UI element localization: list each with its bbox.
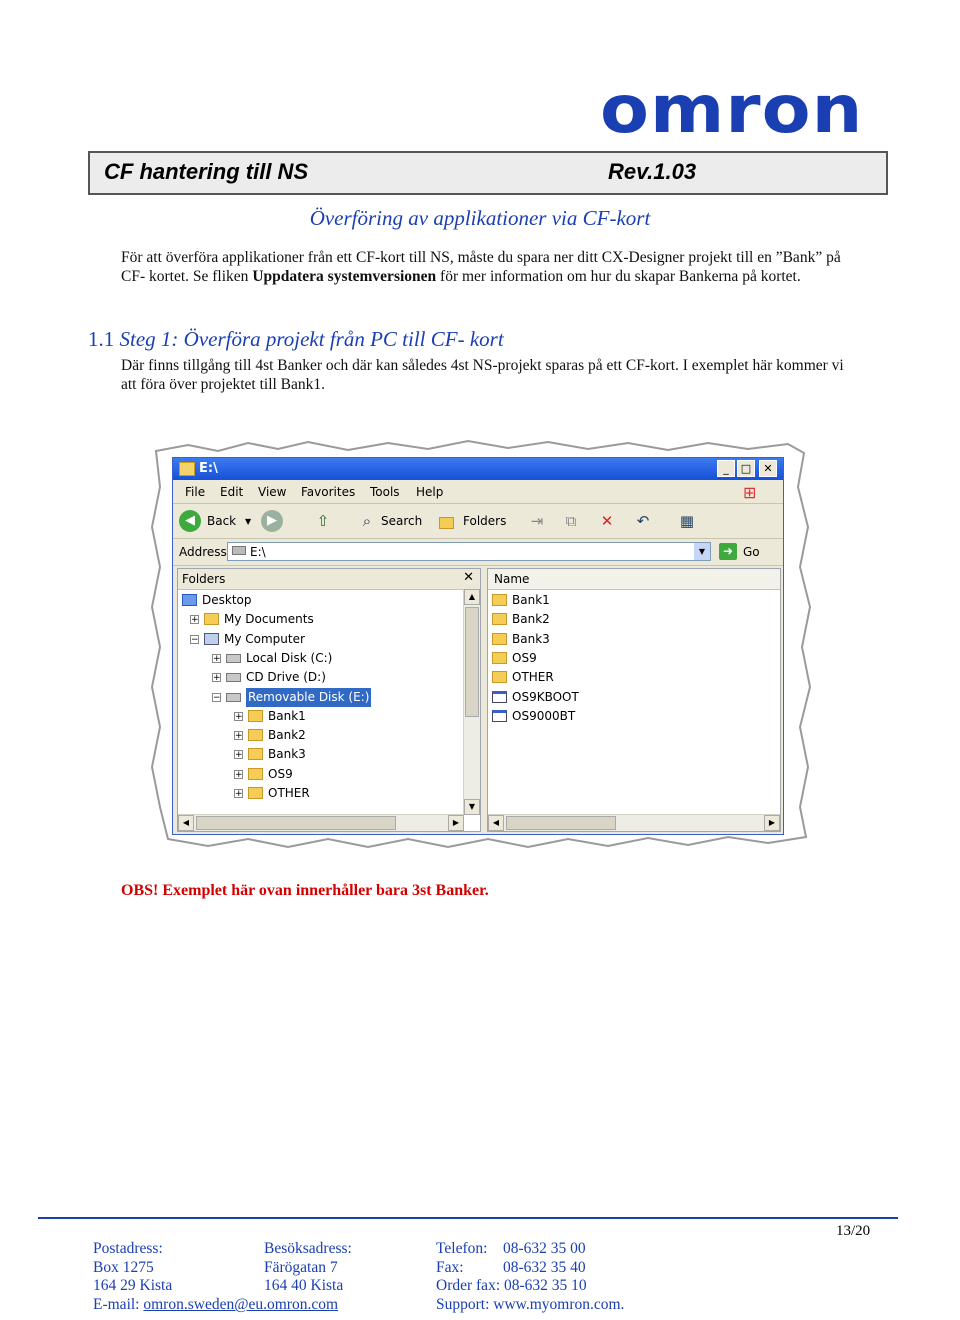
name-column-header[interactable] [488, 569, 780, 590]
tree-item[interactable] [178, 726, 448, 745]
windows-flag-icon: ⊞ [743, 483, 757, 502]
expand-icon[interactable]: + [235, 711, 243, 722]
go-button[interactable]: Go [743, 545, 760, 559]
removable-disk-icon [226, 693, 241, 702]
desktop-icon [182, 594, 197, 606]
file-label: Bank3 [512, 631, 550, 646]
email-line: E-mail: omron.sweden@eu.omron.com [93, 1296, 339, 1314]
visit-label: Besöksadress: [264, 1240, 352, 1257]
address-value: E:\ [250, 545, 266, 559]
folders-pane-header [178, 569, 480, 590]
tree-item[interactable] [178, 784, 448, 803]
window-title: E:\ [199, 461, 218, 476]
tree-item-label: Desktop [202, 593, 252, 607]
up-folder-icon[interactable]: ⇧ [316, 512, 330, 530]
system-file-icon [492, 710, 507, 722]
scroll-up-icon[interactable]: ▲ [464, 589, 480, 605]
list-item[interactable] [492, 668, 692, 687]
folder-icon [248, 768, 263, 780]
tree-item-label: OTHER [268, 786, 310, 800]
tree-item-label: Removable Disk (E:) [246, 688, 371, 707]
search-icon[interactable]: ⌕ [362, 512, 372, 530]
search-button[interactable]: Search [381, 514, 423, 528]
intro-line-2: CF- kortet. Se fliken Uppdatera systemversionen för mer information om hur du skapar Bankerna på kortet. [121, 268, 801, 285]
move-to-icon[interactable]: ⇥ [530, 512, 544, 530]
menu-edit[interactable]: Edit [220, 485, 244, 499]
tree-item-label: CD Drive (D:) [246, 670, 326, 685]
file-label: OTHER [512, 670, 554, 685]
section-title: Överföring av applikationer via CF-kort [309, 206, 651, 230]
scroll-thumb[interactable] [506, 816, 616, 830]
visit-street: Färögatan 7 [264, 1258, 338, 1276]
tree-item[interactable] [178, 688, 448, 707]
folder-icon [492, 613, 507, 625]
step-heading: 1.1 Steg 1: Överföra projekt från PC till CF- kort [88, 327, 504, 351]
close-icon[interactable]: ✕ [463, 570, 474, 585]
folder-icon [492, 671, 507, 683]
expand-icon[interactable]: + [235, 789, 243, 799]
folder-icon [248, 729, 263, 741]
document-title: CF hantering till NS [104, 159, 309, 184]
list-item[interactable] [492, 649, 692, 668]
expand-icon[interactable]: + [235, 750, 243, 761]
tree-item[interactable] [178, 630, 448, 649]
cd-icon [226, 673, 241, 682]
folder-icon [492, 633, 507, 645]
back-dropdown-icon[interactable]: ▼ [245, 517, 252, 526]
folder-icon [248, 787, 263, 799]
list-item[interactable] [492, 688, 692, 707]
views-icon[interactable]: ▦ [679, 512, 695, 530]
phone-line: Telefon: 08-632 35 00 [436, 1240, 586, 1257]
postal-label: Postadress: [93, 1240, 163, 1257]
folder-icon [204, 613, 219, 625]
close-icon[interactable]: ✕ [759, 460, 777, 477]
name-column-label: Name [494, 572, 530, 586]
folders-pane-title: Folders [182, 572, 226, 586]
address-bar [173, 539, 783, 566]
collapse-icon[interactable]: − [213, 692, 221, 703]
visit-city: 164 40 Kista [264, 1277, 344, 1295]
tree-item[interactable] [178, 649, 448, 668]
menu-view[interactable]: View [258, 485, 287, 499]
files-pane [487, 568, 781, 832]
omron-logo: omron [600, 71, 864, 148]
tree-item-label: Bank3 [268, 747, 306, 762]
obs-note: OBS! Exemplet här ovan innerhåller bara 3st Banker. [121, 882, 489, 899]
folders-icon[interactable] [439, 517, 454, 529]
explorer-screenshot [148, 437, 820, 855]
maximize-icon[interactable]: □ [737, 460, 755, 477]
fax-line: Fax: 08-632 35 40 [436, 1258, 586, 1276]
address-dropdown-icon[interactable]: ▼ [694, 543, 710, 560]
tree-item[interactable] [178, 765, 448, 784]
folders-button[interactable]: Folders [463, 514, 507, 528]
expand-icon[interactable]: + [191, 615, 199, 626]
folder-icon [248, 710, 263, 722]
footer-visiting [264, 1240, 352, 1296]
order-fax-line: Order fax: 08-632 35 10 [436, 1277, 587, 1295]
removable-disk-icon [232, 546, 246, 555]
address-input[interactable] [227, 542, 711, 561]
file-label: OS9000BT [512, 708, 576, 723]
expand-icon[interactable]: + [235, 731, 243, 742]
folder-icon [248, 748, 263, 760]
menu-tools[interactable]: Tools [370, 485, 400, 499]
file-label: OS9 [512, 650, 537, 665]
scroll-thumb[interactable] [196, 816, 396, 830]
list-item[interactable] [492, 610, 692, 629]
postal-city: 164 29 Kista [93, 1277, 173, 1295]
footer-contact [436, 1240, 624, 1315]
menu-file[interactable]: File [185, 485, 206, 499]
document-header [88, 151, 888, 195]
scroll-thumb[interactable] [465, 607, 479, 717]
system-file-icon [492, 691, 507, 703]
scroll-right-icon[interactable]: ▶ [448, 815, 464, 831]
window-titlebar[interactable] [173, 458, 783, 480]
expand-icon[interactable]: + [213, 653, 221, 664]
forward-arrow-icon[interactable]: ▶ [261, 510, 283, 532]
minimize-icon[interactable]: _ [717, 460, 735, 477]
collapse-icon[interactable]: − [191, 634, 199, 645]
address-label: Address [179, 545, 227, 559]
folder-icon [492, 652, 507, 664]
tree-item-label: Bank2 [268, 728, 306, 743]
list-item[interactable] [492, 630, 692, 649]
footer-rule [38, 1217, 898, 1219]
list-item[interactable] [492, 591, 692, 610]
menu-help[interactable]: Help [416, 485, 444, 499]
delete-icon[interactable]: ✕ [600, 512, 614, 530]
copy-to-icon[interactable]: ⧉ [565, 512, 577, 530]
file-label: OS9KBOOT [512, 689, 579, 704]
disk-icon [226, 654, 241, 663]
list-item[interactable] [492, 707, 692, 726]
tree-item-label: Bank1 [268, 708, 306, 723]
expand-icon[interactable]: + [213, 673, 221, 684]
scroll-down-icon[interactable]: ▼ [464, 799, 480, 815]
tree-horizontal-scrollbar[interactable] [178, 814, 464, 831]
support-line: Support: www.myomron.com. [436, 1296, 625, 1314]
page-number: 13/20 [836, 1223, 871, 1239]
tree-item[interactable] [178, 591, 448, 610]
tree-item-label: OS9 [268, 766, 293, 781]
go-arrow-icon[interactable]: ➜ [719, 543, 737, 560]
tree-item-label: My Documents [224, 612, 314, 627]
explorer-window [172, 457, 784, 835]
step-paragraph [121, 356, 877, 394]
step-line-2: att föra över projektet till Bank1. [121, 376, 326, 393]
tree-vertical-scrollbar[interactable] [463, 589, 480, 815]
menu-bar [173, 481, 783, 504]
postal-box: Box 1275 [93, 1258, 154, 1276]
step-line-1: Där finns tillgång till 4st Banker och där kan således 4st NS-projekt sparas på ett CF-kort. I exemplet här kommer vi [121, 357, 844, 374]
file-label: Bank2 [512, 612, 550, 627]
tree-item[interactable] [178, 745, 448, 764]
folders-pane [177, 568, 481, 832]
back-button[interactable]: Back [207, 514, 237, 528]
files-horizontal-scrollbar[interactable] [488, 814, 780, 831]
folder-icon [179, 462, 195, 476]
toolbar [173, 504, 783, 539]
file-label: Bank1 [512, 593, 550, 607]
undo-icon[interactable]: ↶ [636, 512, 650, 530]
tree-item[interactable] [178, 610, 448, 629]
back-arrow-icon[interactable]: ◀ [179, 510, 201, 532]
menu-favorites[interactable]: Favorites [301, 485, 356, 499]
intro-paragraph [121, 248, 877, 286]
tree-item-label: Local Disk (C:) [246, 650, 333, 665]
computer-icon [204, 633, 219, 645]
intro-line-1: För att överföra applikationer från ett CF-kort till NS, måste du spara ner ditt CX-Designer projekt till en ”Bank” på [121, 249, 841, 266]
bold-reference: Uppdatera systemversionen [252, 268, 437, 285]
expand-icon[interactable]: + [235, 769, 243, 780]
email-link[interactable]: omron.sweden@eu.omron.com [143, 1296, 339, 1314]
folder-icon [492, 594, 507, 606]
tree-item[interactable] [178, 668, 448, 687]
scroll-right-icon[interactable]: ▶ [764, 815, 780, 831]
revision-label: Rev.1.03 [608, 159, 697, 184]
scroll-left-icon[interactable]: ◀ [488, 815, 504, 831]
tree-item[interactable] [178, 707, 448, 726]
tree-item-label: My Computer [224, 631, 305, 646]
scroll-left-icon[interactable]: ◀ [178, 815, 194, 831]
